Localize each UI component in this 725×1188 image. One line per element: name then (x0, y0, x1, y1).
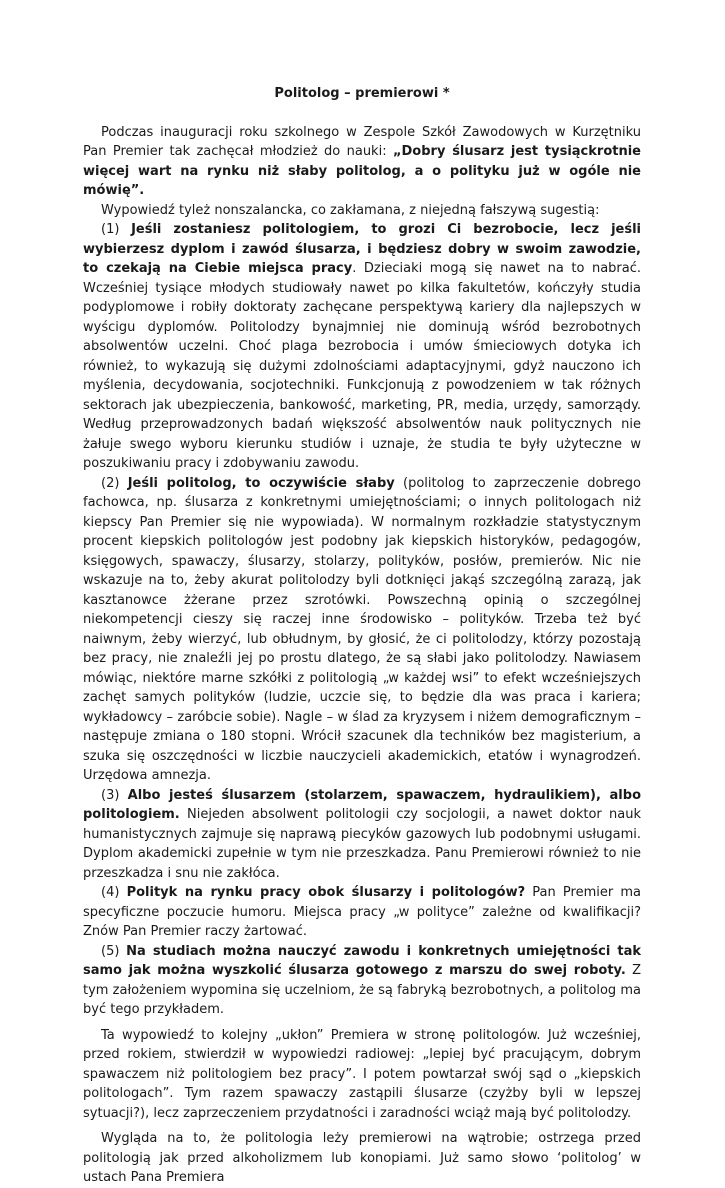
text-run: Wypowiedź tyleż nonszalancka, co zakłamana, z niejedną fałszywą sugestią: (101, 202, 600, 218)
paragraph (83, 474, 641, 786)
paragraph (83, 123, 641, 201)
bold-text: Na studiach można nauczyć zawodu i konkretnych umiejętności tak samo jak można wyszkolić ślusarza gotowego z marszu do swej roboty. (83, 943, 642, 978)
document-body (83, 123, 641, 1188)
text-run: (4) (101, 885, 127, 900)
text-run: . Dzieciaki mogą się nawet na to nabrać. Wcześniej tysiące młodych studiowały nawet po kilka fakultetów, kończyły studia podyplomowe i robiły doktoraty zachęcane perspektywą kariery dla najlepszych w wyścigu dyplomów. Politolodzy bynajmniej nie dominują wśród bezrobotnych absolwentów uczelni. Choć plaga bezrobocia i umów śmieciowych dotyka ich również, to wykazują się dużymi zdolnościami adaptacyjnymi, gdyż nauczono ich myślenia, decydowania, socjotechniki. Funkcjonują z powodzeniem w tak różnych sektorach jak ubezpieczenia, bankowość, marketing, PR, media, urzędy, samorządy. Według przeprowadzonych badań większość absolwentów nauk politycznych nie żałuje swego wyboru kierunku studiów i uznaje, że studia te były użyteczne w poszukiwaniu pracy i zdobywaniu zawodu. (83, 261, 642, 471)
paragraph (83, 220, 641, 474)
paragraph (83, 883, 641, 942)
text-run: Niejeden absolwent politologii czy socjologii, a nawet doktor nauk humanistycznych zajmuje się naprawą piecyków gazowych lub podobnymi usługami. Dyplom akademicki zupełnie w tym nie przeszkadza. Panu Premierowi również to nie przeszkadza i snu nie zakłóca. (83, 807, 641, 881)
text-run: (1) (101, 222, 132, 237)
bold-text: Jeśli zostaniesz politologiem, to grozi Ci bezrobocie, lecz jeśli wybierzesz dyplom i zawód ślusarza, i będziesz dobry w swoim zawodzie, to czekają na Ciebie miejsca pracy (83, 222, 642, 276)
text-run: (politolog to zaprzeczenie dobrego fachowca, np. ślusarza z konkretnymi umiejętnościami; o innych politologach niż kiepscy Pan Premier się nie wypowiada). W normalnym rozkładzie statystycznym procent kiepskich politologów jest podobny jak kiepskich historyków, pedagogów, księgowych, spawaczy, ślusarzy, stolarzy, polityków, posłów, premierów. Nic nie wskazuje na to, żeby akurat politolodzy byli dotknięci jakąś szczególną zarazą, jak kasztanowce żżerane przez szrotówki. Powszechną opinią o szczególnej niekompetencji cieszy się raczej inne środowisko – polityków. Trzeba też być naiwnym, żeby wierzyć, lub obłudnym, by głosić, że ci politolodzy, którzy pozostają bez pracy, nie znaleźli jej po prostu dlatego, że są słabi jako politolodzy. Nawiasem mówiąc, niektóre marne szkółki z politologią „w każdej wsi” to efekt wcześniejszych zachęt samych polityków (ludzie, uczcie się, to będzie dla was praca i kariera; wykładowcy – zaróbcie sobie). Nagle – w ślad za kryzysem i niżem demograficznym – następuje zmiana o 180 stopni. Wrócił szacunek dla techników bez magisterium, a szuka się oszczędności w liczbie nauczycieli akademickich, etatów i wynagrodzeń. Urzędowa amnezja. (83, 475, 642, 783)
text-run: (5) (101, 943, 127, 959)
document-page (83, 84, 641, 1188)
text-run: Pan Premier ma specyficzne poczucie humoru. Miejsca pracy „w polityce” zależne od kwalifikacji? Znów Pan Premier raczy żartować. (83, 885, 642, 939)
document-title: Politolog – premierowi * (274, 86, 450, 101)
paragraph (83, 1026, 641, 1124)
bold-text: „Dobry ślusarz jest tysiąckrotnie więcej wart na rynku niż słaby politolog, a o polityku już w ogóle nie mówię”. (83, 144, 641, 198)
paragraph (83, 1129, 641, 1188)
paragraph (83, 201, 641, 221)
text-run: (3) (101, 787, 128, 803)
paragraph (83, 942, 641, 1020)
bold-text: Jeśli politolog, to oczywiście słaby (127, 475, 395, 491)
text-run: Ta wypowiedź to kolejny „ukłon” Premiera w stronę politologów. Już wcześniej, przed rokiem, stwierdził w wypowiedzi radiowej: „lepiej być pracującym, dobrym spawaczem niż politologiem bez pracy”. I potem powtarzał swój sąd o „kiepskich politologach”. Tym razem spawaczy zastąpili ślusarze (czyżby byli w lepszej sytuacji?), lecz zaprzeczeniem przydatności i zaradności wciąż mają być politolodzy. (83, 1027, 641, 1121)
text-run: Wygląda na to, że politologia leży premierowi na wątrobie; ostrzega przed politologią jak przed alkoholizmem lub konopiami. Już samo słowo ‘politolog’ w ustach Pana Premiera (83, 1131, 641, 1185)
text-run: Podczas inauguracji roku szkolnego w Zespole Szkół Zawodowych w Kurzętniku Pan Premier tak zachęcał młodzież do nauki: (83, 124, 641, 159)
text-run: Z tym założeniem wypomina się uczelniom, że są fabryką bezrobotnych, a politolog ma być tego przykładem. (83, 963, 641, 1017)
bold-text: Albo jesteś ślusarzem (stolarzem, spawaczem, hydraulikiem), albo politologiem. (83, 787, 641, 822)
paragraph (83, 786, 641, 884)
text-run: (2) (101, 475, 128, 491)
bold-text: Polityk na rynku pracy obok ślusarzy i politologów? (126, 885, 526, 900)
